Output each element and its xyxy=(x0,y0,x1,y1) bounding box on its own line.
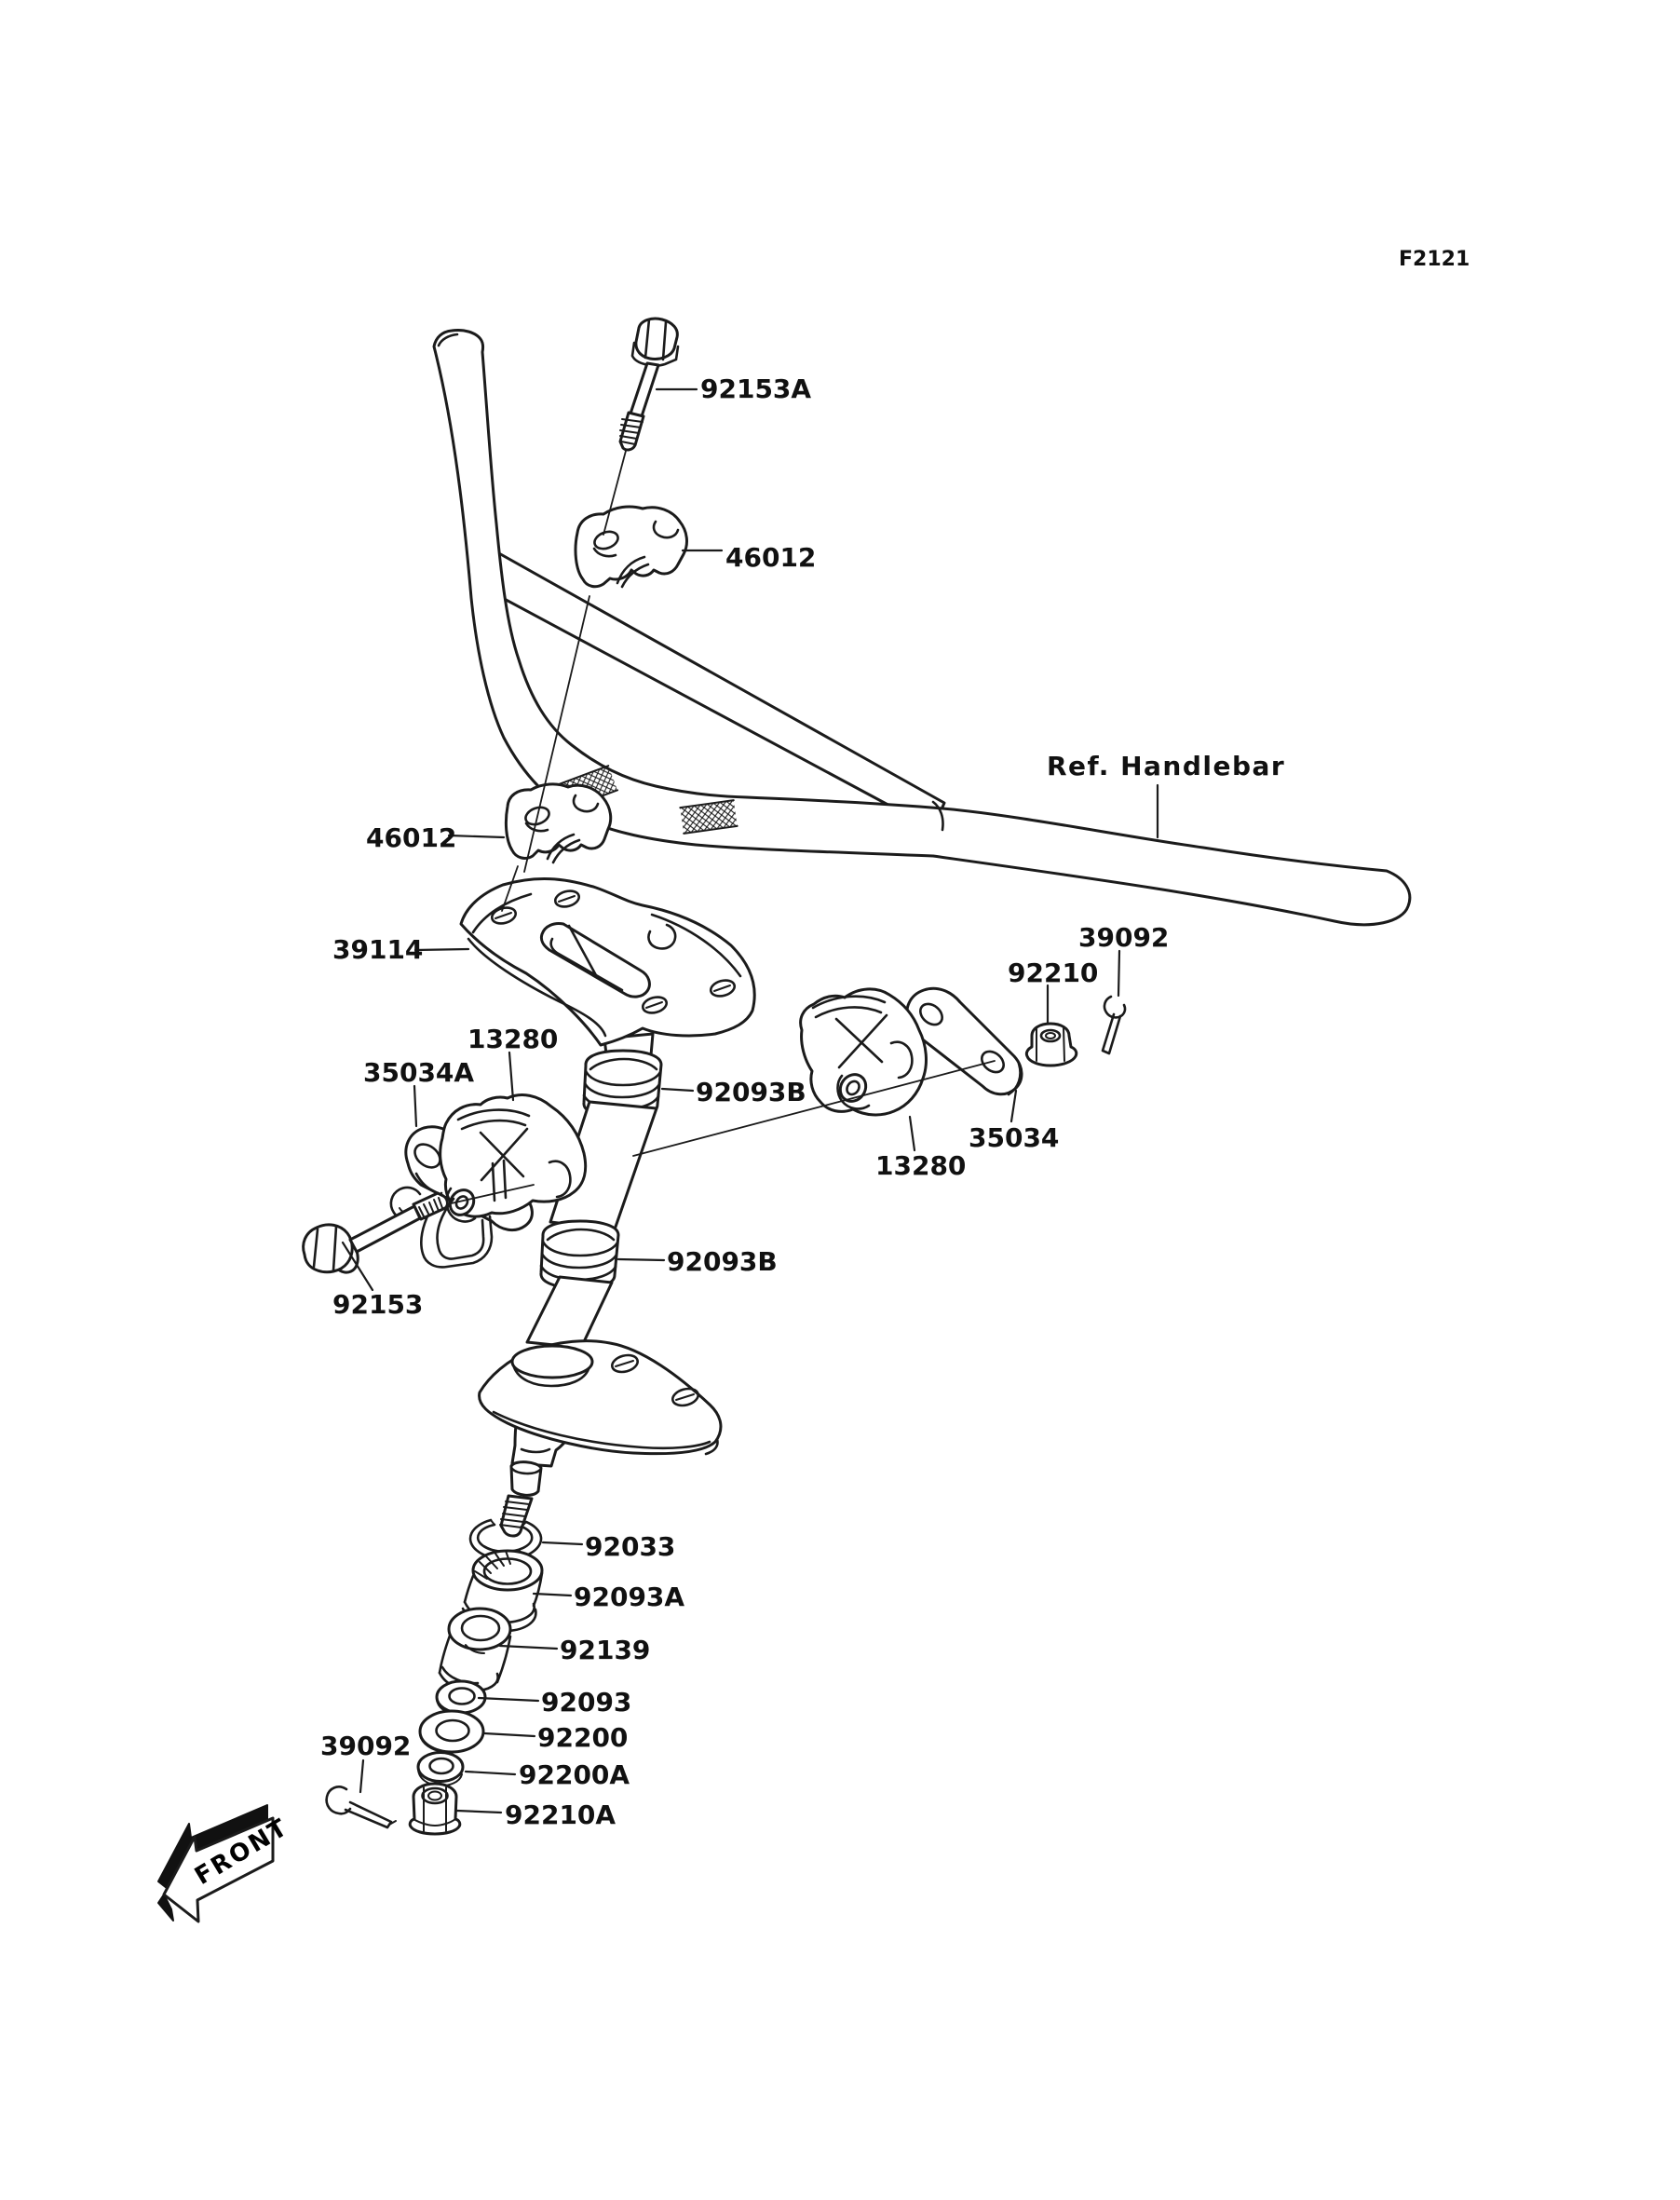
cotter-pin-right-stroke xyxy=(1103,1014,1120,1053)
leader-lines-stroke xyxy=(509,1052,513,1100)
bolt-92153-stroke xyxy=(350,1206,420,1252)
steering-stem-lower-stroke xyxy=(527,1277,612,1348)
figure-code: F2121 xyxy=(1399,248,1470,271)
part-label-92093B-upper: 92093B xyxy=(696,1077,806,1107)
leader-lines-stroke xyxy=(415,949,468,950)
leader-lines-stroke xyxy=(414,1086,416,1126)
bolt-92153A xyxy=(620,319,678,450)
washer-92093-stroke xyxy=(437,1681,485,1713)
leader-lines-stroke xyxy=(484,1733,535,1736)
cotter-pin-left-stroke xyxy=(345,1802,391,1827)
cotter-pin-right xyxy=(1103,997,1125,1053)
cotter-pin-left xyxy=(327,1786,396,1827)
washer-92200 xyxy=(420,1711,483,1752)
bolt-92153A-stroke xyxy=(636,319,677,360)
cover-92139-stroke xyxy=(449,1609,510,1650)
part-label-46012-upper: 46012 xyxy=(725,542,817,573)
bolt-92153 xyxy=(304,1193,448,1277)
part-label-92153: 92153 xyxy=(332,1289,424,1320)
part-label-92093A: 92093A xyxy=(574,1582,685,1612)
clamp-upper-46012 xyxy=(576,507,686,587)
part-label-35034: 35034 xyxy=(969,1122,1060,1153)
leader-lines-stroke xyxy=(457,1811,501,1813)
part-label-35034A: 35034A xyxy=(363,1057,475,1088)
part-label-92153A: 92153A xyxy=(700,373,812,404)
part-label-92210: 92210 xyxy=(1008,957,1099,988)
part-label-46012-lower: 46012 xyxy=(366,822,457,853)
part-label-13280-right: 13280 xyxy=(875,1150,967,1181)
bolt-92153A-stroke xyxy=(630,363,658,416)
steering-stem-lower xyxy=(527,1221,618,1348)
part-label-92200A: 92200A xyxy=(519,1759,630,1790)
nut-92210A xyxy=(410,1784,460,1834)
leader-lines-stroke xyxy=(479,1698,538,1701)
clamp-lower-46012-stroke xyxy=(506,784,610,859)
leader-lines-stroke xyxy=(534,1594,571,1596)
washer-92200A xyxy=(418,1753,463,1786)
clamp-lower-46012 xyxy=(506,784,610,862)
part-label-39092-right: 39092 xyxy=(1078,922,1170,953)
leader-lines-stroke xyxy=(449,835,504,837)
part-label-92093B-lower: 92093B xyxy=(667,1246,778,1277)
stem-boss-stroke xyxy=(512,1346,592,1378)
leader-lines-stroke xyxy=(662,1089,693,1091)
nut-92210 xyxy=(1026,1024,1076,1066)
cover-92139 xyxy=(440,1609,510,1691)
leader-lines-stroke xyxy=(1011,1091,1016,1121)
part-label-92200: 92200 xyxy=(537,1722,629,1753)
stem-bottom-stroke xyxy=(511,1462,541,1496)
part-label-39114: 39114 xyxy=(332,934,424,965)
part-label-39092-left: 39092 xyxy=(320,1731,412,1761)
front-arrow-label: FRONT xyxy=(190,1813,294,1892)
part-label-ref-handlebar: Ref. Handlebar xyxy=(1047,751,1286,781)
washer-92200-stroke xyxy=(420,1711,483,1752)
front-arrow xyxy=(158,1805,294,1922)
leader-lines-stroke xyxy=(910,1117,915,1150)
part-label-92033: 92033 xyxy=(585,1531,676,1562)
leader-lines-stroke xyxy=(466,1772,515,1774)
part-label-13280-left: 13280 xyxy=(467,1024,559,1054)
part-label-92210A: 92210A xyxy=(505,1799,616,1830)
bolt-92153-stroke xyxy=(304,1225,353,1272)
leader-lines-stroke xyxy=(543,1542,582,1544)
part-label-92093: 92093 xyxy=(541,1687,632,1718)
leader-lines-stroke xyxy=(1118,951,1119,996)
washer-92200A-stroke xyxy=(418,1753,463,1782)
leader-lines-stroke xyxy=(360,1760,363,1792)
leader-lines-stroke xyxy=(618,1259,664,1260)
part-label-92139: 92139 xyxy=(560,1635,651,1665)
